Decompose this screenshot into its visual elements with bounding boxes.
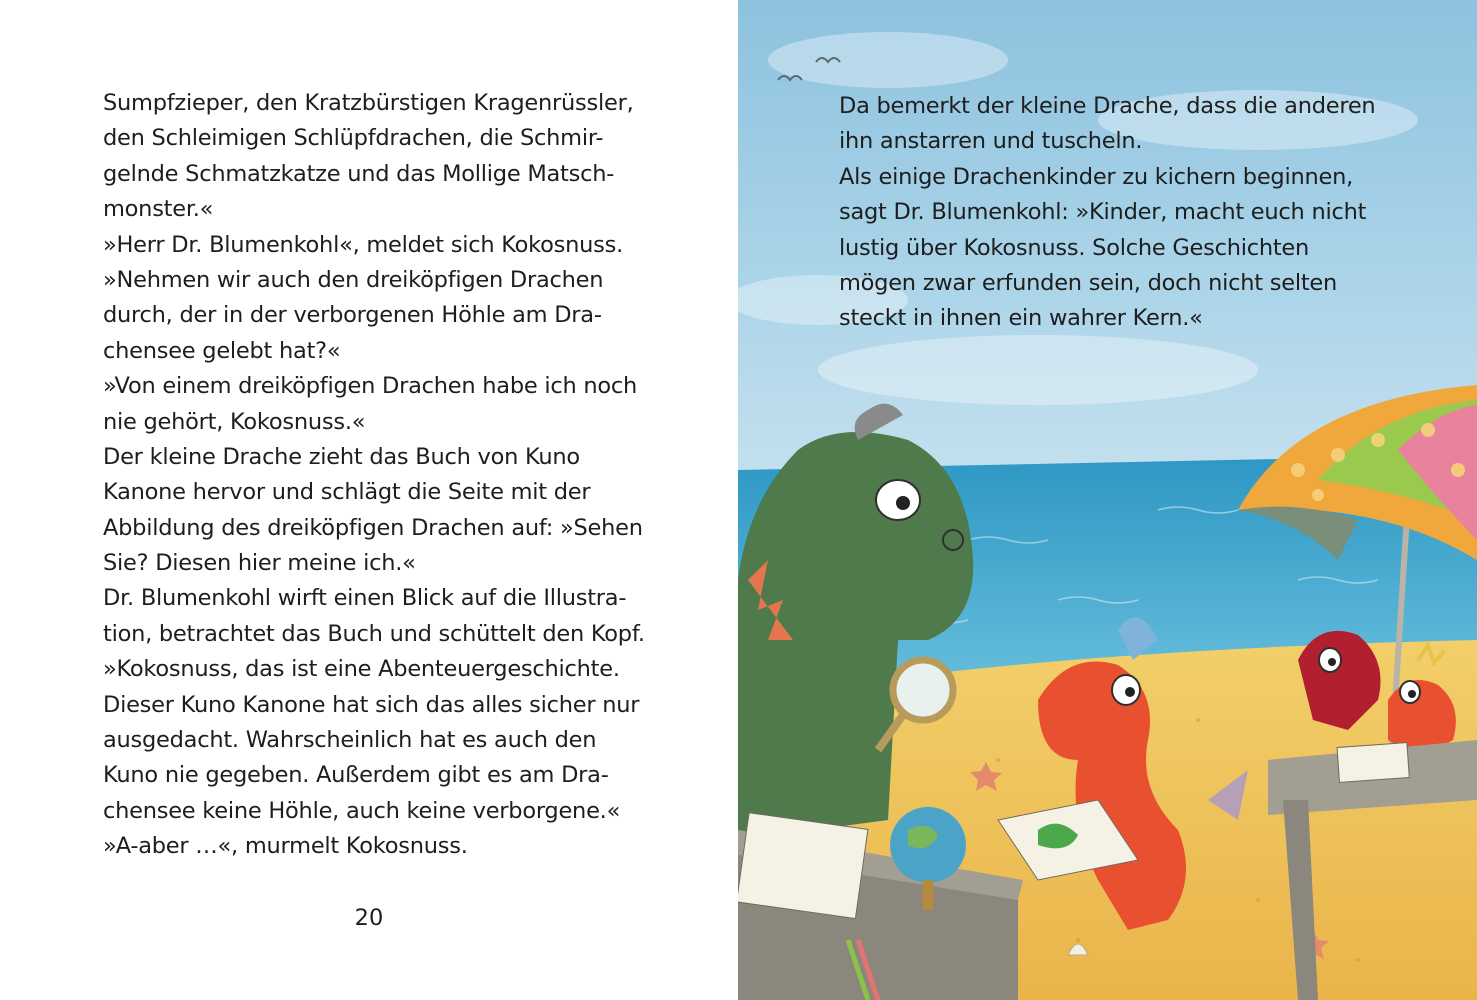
text-line: Dr. Blumenkohl wirft einen Blick auf die Illustra-	[103, 585, 627, 612]
left-page-text	[103, 86, 703, 865]
text-line: gelnde Schmatzkatze und das Mollige Matsch-	[103, 160, 615, 187]
text-line: »Herr Dr. Blumenkohl«, meldet sich Kokosnuss.	[103, 231, 623, 258]
text-line: »A-aber …«, murmelt Kokosnuss.	[103, 833, 468, 860]
text-line: Der kleine Drache zieht das Buch von Kuno	[103, 443, 580, 470]
page-number: 20	[354, 905, 384, 931]
text-line: tion, betrachtet das Buch und schüttelt den Kopf.	[103, 620, 645, 647]
text-line: chensee keine Höhle, auch keine verborgene.«	[103, 797, 621, 824]
text-line: Abbildung des dreiköpfigen Drachen auf: »Sehen	[103, 514, 643, 541]
text-line: monster.«	[103, 196, 214, 223]
text-line: »Nehmen wir auch den dreiköpfigen Drachen	[103, 266, 604, 293]
text-line: lustig über Kokosnuss. Solche Geschichten	[839, 234, 1310, 261]
text-line: ausgedacht. Wahrscheinlich hat es auch den	[103, 727, 597, 754]
text-line: den Schleimigen Schlüpfdrachen, die Schmir-	[103, 125, 604, 152]
left-page	[0, 0, 738, 1000]
text-line: ihn anstarren und tuscheln.	[839, 128, 1143, 155]
text-line: Dieser Kuno Kanone hat sich das alles sicher nur	[103, 691, 640, 718]
text-line: Kanone hervor und schlägt die Seite mit der	[103, 479, 591, 506]
text-line: durch, der in der verborgenen Höhle am Dra-	[103, 302, 602, 329]
text-line: Als einige Drachenkinder zu kichern beginnen,	[839, 163, 1353, 190]
text-line: Sumpfzieper, den Kratzbürstigen Kragenrüssler,	[103, 90, 634, 116]
text-line: »Von einem dreiköpfigen Drachen habe ich noch	[103, 373, 638, 400]
text-line: steckt in ihnen ein wahrer Kern.«	[839, 305, 1203, 332]
right-page-text	[839, 89, 1459, 337]
text-line: »Kokosnuss, das ist eine Abenteuergeschichte.	[103, 656, 620, 683]
text-line: Da bemerkt der kleine Drache, dass die anderen	[839, 93, 1376, 119]
text-line: Kuno nie gegeben. Außerdem gibt es am Dra-	[103, 762, 609, 789]
text-line: Sie? Diesen hier meine ich.«	[103, 550, 416, 577]
text-line: sagt Dr. Blumenkohl: »Kinder, macht euch nicht	[839, 199, 1367, 226]
text-line: nie gehört, Kokosnuss.«	[103, 408, 366, 435]
text-line: mögen zwar erfunden sein, doch nicht selten	[839, 269, 1338, 296]
text-line: chensee gelebt hat?«	[103, 337, 341, 364]
right-page	[738, 0, 1477, 1000]
